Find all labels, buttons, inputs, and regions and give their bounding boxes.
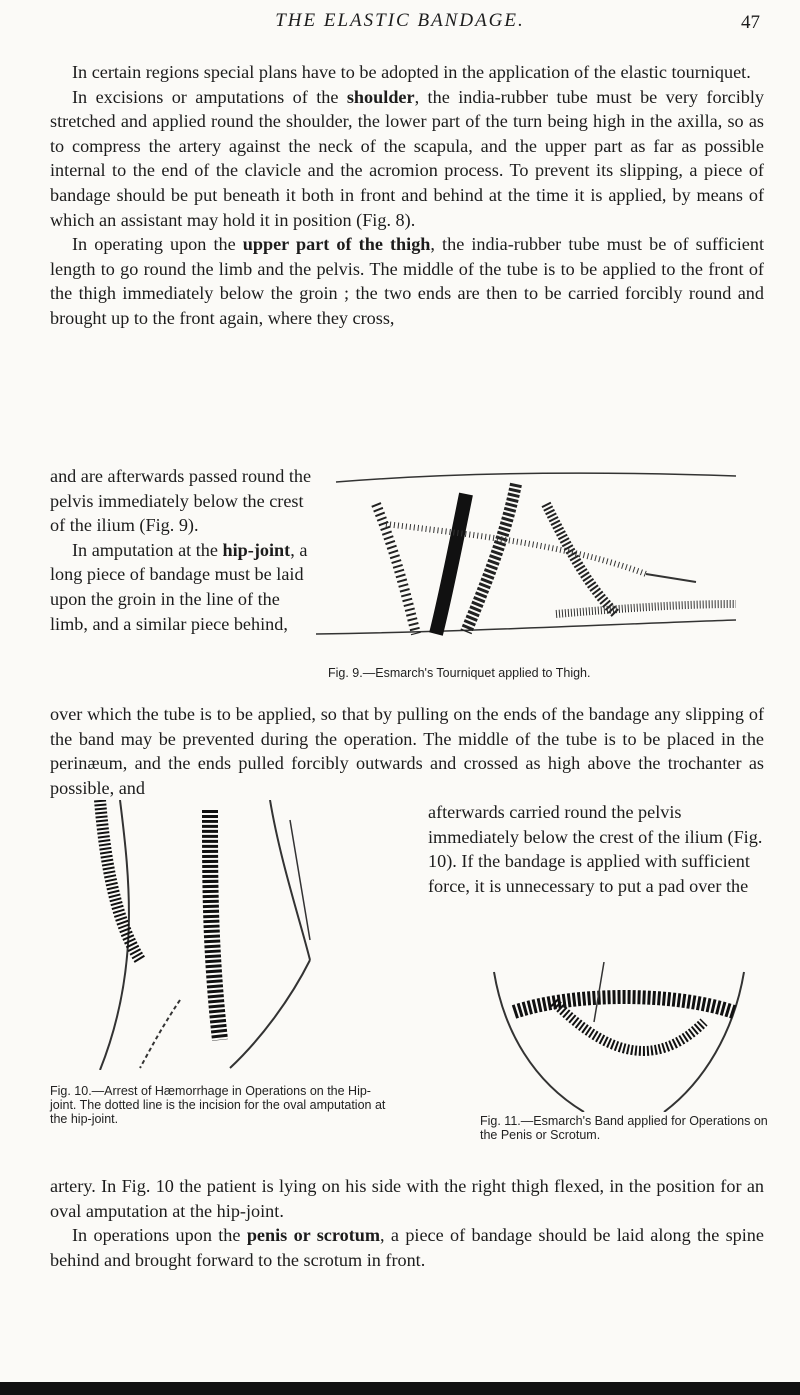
- intro-paragraphs: [50, 60, 764, 331]
- figure-9-illustration: [316, 464, 766, 644]
- term-shoulder: shoulder: [346, 86, 415, 107]
- term-penis-scrotum: penis or scrotum: [246, 1225, 381, 1246]
- paragraph-thigh-post: , the india-rubber tube must be of sufficient length to go round the limb and the pelvis. The middle of the tube is to be applied to the front of the thigh immediately below the groin ; the two ends are then to be carried forcibly round and brought up to the front again, where they cross,: [50, 234, 765, 328]
- paragraph-hip-right-column: afterwards carried round the pelvis immediately below the crest of the ilium (Fig. 10). If the bandage is applied with sufficient force, it is unnecessary to put a pad over the: [428, 802, 763, 896]
- figure-10-caption: Fig. 10.—Arrest of Hæmorrhage in Operations on the Hip-joint. The dotted line is the incision for the oval amputation at the hip-joint.: [50, 1084, 386, 1126]
- paragraph-tourniquet-intro: In certain regions special plans have to be adopted in the application of the elastic tourniquet.: [72, 62, 751, 82]
- figure-9-caption: Fig. 9.—Esmarch's Tourniquet applied to Thigh.: [328, 666, 591, 680]
- scrotum-band-drawing: [484, 962, 764, 1112]
- left-column-text: [50, 464, 312, 636]
- paragraph-penis-post: , a piece of bandage should be laid along the spine behind and brought forward to the scrotum in front.: [50, 1225, 764, 1270]
- paragraph-hip-pre: In amputation at the: [72, 539, 223, 560]
- paragraph-shoulder-pre: In excisions or amputations of the: [72, 86, 347, 107]
- page-number: 47: [741, 12, 760, 33]
- figure-11-illustration: [484, 962, 764, 1112]
- paragraph-hip-post: , a long piece of bandage must be laid upon the groin in the line of the limb, and a similar piece behind,: [50, 539, 308, 634]
- closing-paragraphs: [50, 1174, 764, 1272]
- term-upper-thigh: upper part of the thigh: [242, 234, 431, 255]
- figure-10-illustration: [60, 800, 400, 1070]
- hip-joint-drawing: [60, 800, 400, 1070]
- figure-11-caption: Fig. 11.—Esmarch's Band applied for Operations on the Penis or Scrotum.: [480, 1114, 768, 1142]
- term-hip-joint: hip-joint: [222, 539, 291, 560]
- running-title: THE ELASTIC BANDAGE.: [275, 10, 525, 31]
- thigh-tourniquet-drawing: [316, 464, 766, 644]
- paragraph-penis-pre: In operations upon the: [72, 1225, 247, 1246]
- paragraph-hip-wide: over which the tube is to be applied, so that by pulling on the ends of the bandage any slipping of the band may be prevented during the operation. The middle of the tube is to be placed in the perinæum, and the ends pulled forcibly outwards and crossed as high above the trochanter as possible, and: [50, 704, 764, 798]
- bottom-edge-bar: [0, 1382, 800, 1395]
- paragraph-thigh-pre: In operating upon the: [72, 234, 243, 255]
- paragraph-artery: artery. In Fig. 10 the patient is lying on his side with the right thigh flexed, in the position for an oval amputation at the hip-joint.: [50, 1176, 764, 1221]
- paragraph-thigh-continued: and are afterwards passed round the pelvis immediately below the crest of the ilium (Fig. 9).: [50, 466, 312, 536]
- paragraph-shoulder-post: , the india-rubber tube must be very forcibly stretched and applied round the shoulder, the lower part of the turn being high in the axilla, so as to compress the artery against the neck of the scapula, and the upper part as far as possible internal to the end of the clavicle and the acromion process. To prevent its slipping, a piece of bandage should be put beneath it both in front and behind at the time it is applied, by means of which an assistant may hold it in position (Fig. 8).: [50, 86, 764, 230]
